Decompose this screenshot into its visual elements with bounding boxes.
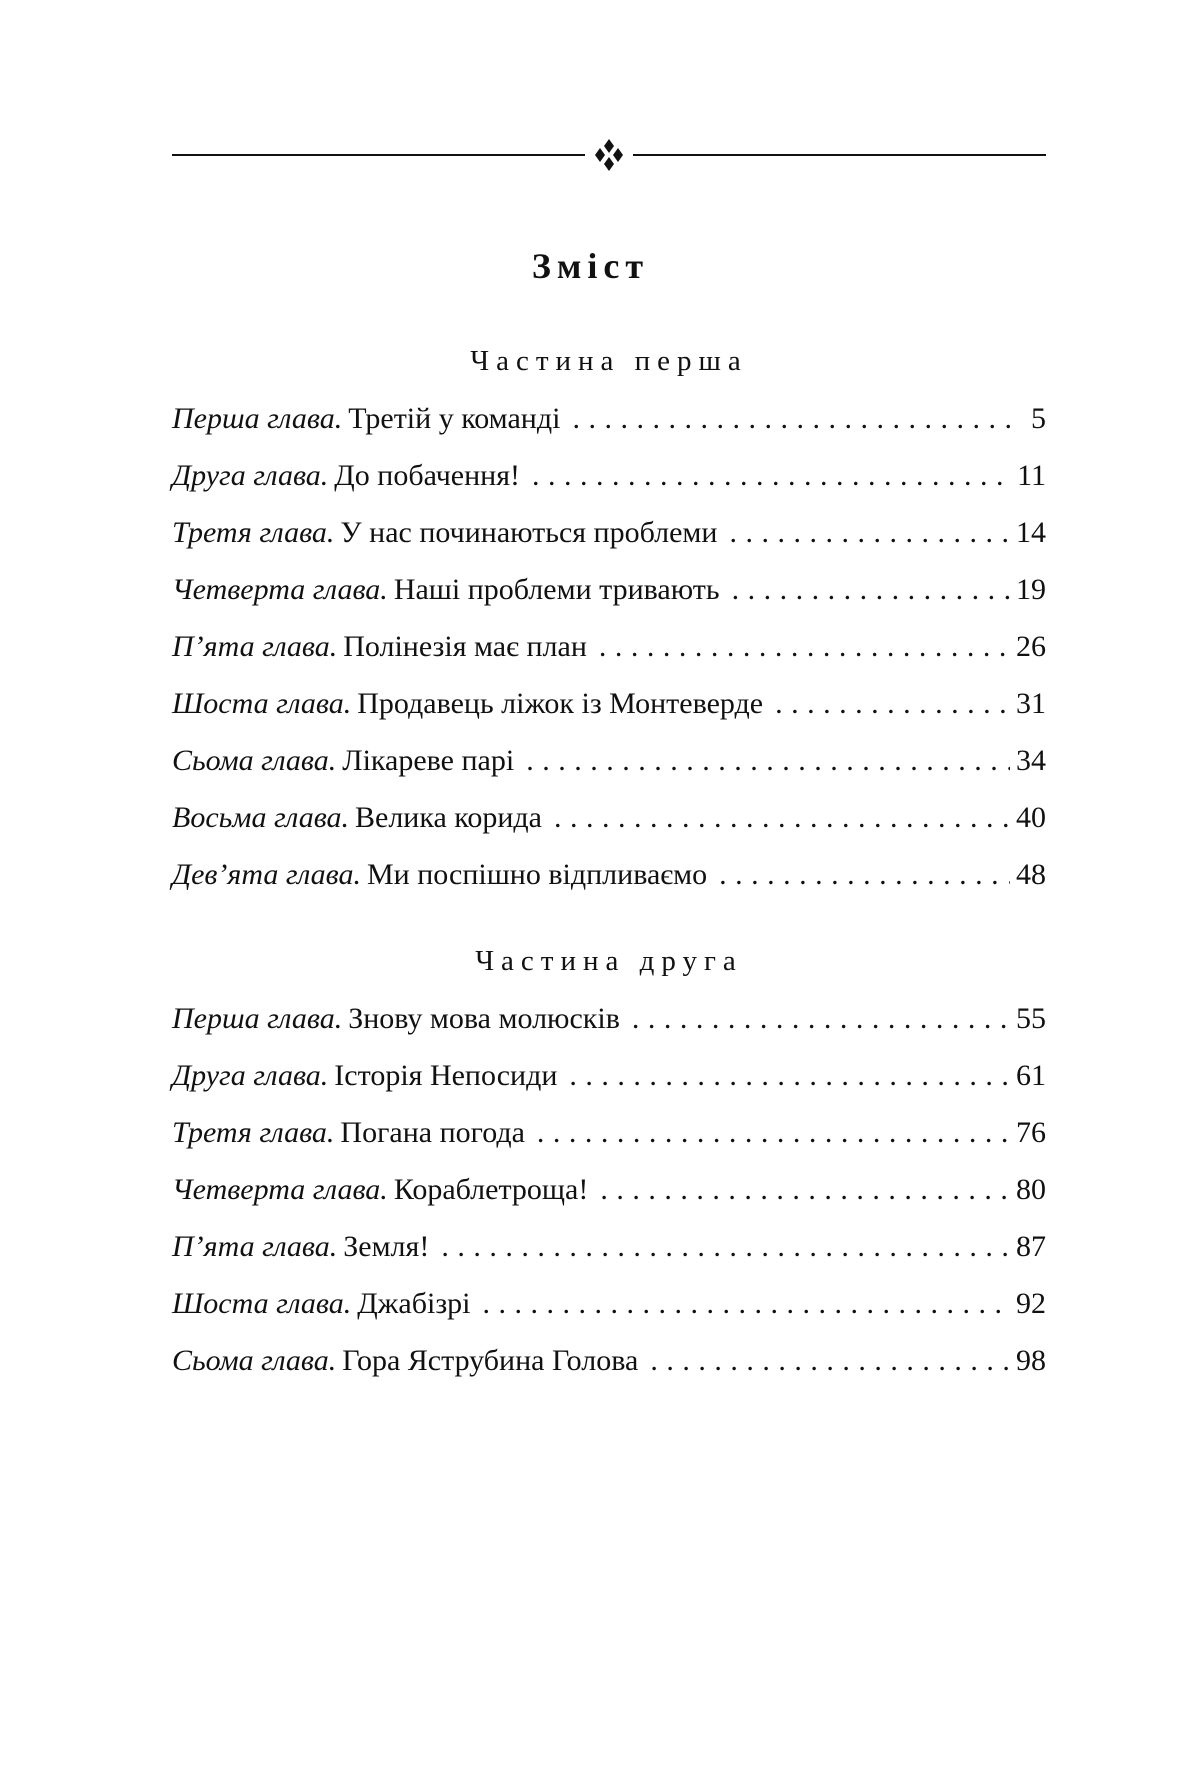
chapter-title: Кораблетроща!	[393, 1173, 589, 1206]
toc-entry[interactable]	[172, 1002, 1046, 1059]
dot-leader	[632, 1002, 1010, 1036]
page-number: 55	[1016, 1002, 1046, 1035]
page-number: 87	[1016, 1230, 1046, 1263]
dot-leader	[600, 1173, 1010, 1207]
part-heading: Частина перша	[470, 345, 748, 377]
chapter-label: Друга глава.	[172, 459, 329, 492]
part-heading: Частина друга	[475, 945, 743, 977]
dot-leader	[554, 801, 1010, 835]
toc-entry[interactable]	[172, 1230, 1046, 1287]
page-number: 48	[1016, 858, 1046, 891]
chapter-label: Шоста глава.	[172, 687, 352, 720]
page-number: 14	[1016, 516, 1046, 549]
chapter-label: Третя глава.	[172, 1116, 335, 1149]
chapter-label: Дев’ята глава.	[172, 858, 361, 891]
toc-entry[interactable]	[172, 744, 1046, 801]
divider-rule-right	[633, 154, 1046, 156]
toc-list-part-2	[172, 1002, 1046, 1401]
dot-leader	[599, 630, 1010, 664]
chapter-label: Третя глава.	[172, 516, 335, 549]
dot-leader	[532, 459, 1011, 493]
toc-entry[interactable]	[172, 1287, 1046, 1344]
chapter-label: П’ята глава.	[172, 1230, 338, 1263]
chapter-title: Наші проблеми тривають	[393, 573, 720, 606]
dot-leader	[441, 1230, 1010, 1264]
chapter-title: Продавець ліжок із Монтеверде	[357, 687, 764, 720]
chapter-label: Друга глава.	[172, 1059, 329, 1092]
chapter-title: До побачення!	[334, 459, 520, 492]
page-number: 76	[1016, 1116, 1046, 1149]
page-number: 34	[1016, 744, 1046, 777]
chapter-title: Джабізрі	[357, 1287, 471, 1320]
chapter-title: Погана погода	[340, 1116, 525, 1149]
page-number: 31	[1016, 687, 1046, 720]
dot-leader	[650, 1344, 1010, 1378]
dot-leader	[732, 573, 1010, 607]
chapter-label: П’ята глава.	[172, 630, 338, 663]
page-number: 26	[1016, 630, 1046, 663]
dot-leader	[719, 858, 1010, 892]
page-title: Зміст	[531, 246, 650, 286]
page-number: 40	[1016, 801, 1046, 834]
toc-entry[interactable]	[172, 402, 1046, 459]
chapter-title: Знову мова молюсків	[348, 1002, 620, 1035]
toc-entry[interactable]	[172, 1344, 1046, 1401]
dot-leader	[537, 1116, 1010, 1150]
diamond-fleuron-icon	[587, 138, 631, 172]
divider-rule-left	[172, 154, 585, 156]
page-number: 98	[1016, 1344, 1046, 1377]
chapter-label: Перша глава.	[172, 1002, 343, 1035]
chapter-label: Четверта глава.	[172, 1173, 388, 1206]
toc-entry[interactable]	[172, 630, 1046, 687]
toc-list-part-1	[172, 402, 1046, 915]
page-number: 61	[1016, 1059, 1046, 1092]
chapter-title: Ми поспішно відпливаємо	[366, 858, 708, 891]
toc-entry[interactable]	[172, 687, 1046, 744]
ornamental-divider	[172, 138, 1046, 172]
toc-entry[interactable]	[172, 1059, 1046, 1116]
page-number: 5	[1031, 402, 1046, 435]
dot-leader	[729, 516, 1010, 550]
chapter-label: Шоста глава.	[172, 1287, 352, 1320]
chapter-label: Сьома глава.	[172, 744, 337, 777]
chapter-title: У нас починаються проблеми	[340, 516, 718, 549]
toc-entry[interactable]	[172, 459, 1046, 516]
chapter-title: Лікареве парі	[342, 744, 515, 777]
chapter-label: Четверта глава.	[172, 573, 388, 606]
page-number: 11	[1017, 459, 1046, 492]
chapter-label: Восьма глава.	[172, 801, 350, 834]
chapter-title: Велика корида	[355, 801, 542, 834]
toc-entry[interactable]	[172, 573, 1046, 630]
toc-entry[interactable]	[172, 1173, 1046, 1230]
chapter-label: Сьома глава.	[172, 1344, 337, 1377]
page-number: 19	[1016, 573, 1046, 606]
dot-leader	[569, 1059, 1010, 1093]
chapter-title: Полінезія має план	[343, 630, 587, 663]
chapter-title: Третій у команді	[348, 402, 561, 435]
chapter-title: Гора Яструбина Голова	[342, 1344, 639, 1377]
dot-leader	[572, 402, 1020, 436]
toc-entry[interactable]	[172, 801, 1046, 858]
dot-leader	[775, 687, 1010, 721]
page-number: 92	[1016, 1287, 1046, 1320]
toc-entry[interactable]	[172, 858, 1046, 915]
toc-entry[interactable]	[172, 1116, 1046, 1173]
dot-leader	[526, 744, 1010, 778]
page-number: 80	[1016, 1173, 1046, 1206]
toc-entry[interactable]	[172, 516, 1046, 573]
chapter-title: Історія Непосиди	[334, 1059, 558, 1092]
dot-leader	[483, 1287, 1010, 1321]
chapter-title: Земля!	[343, 1230, 430, 1263]
chapter-label: Перша глава.	[172, 402, 343, 435]
